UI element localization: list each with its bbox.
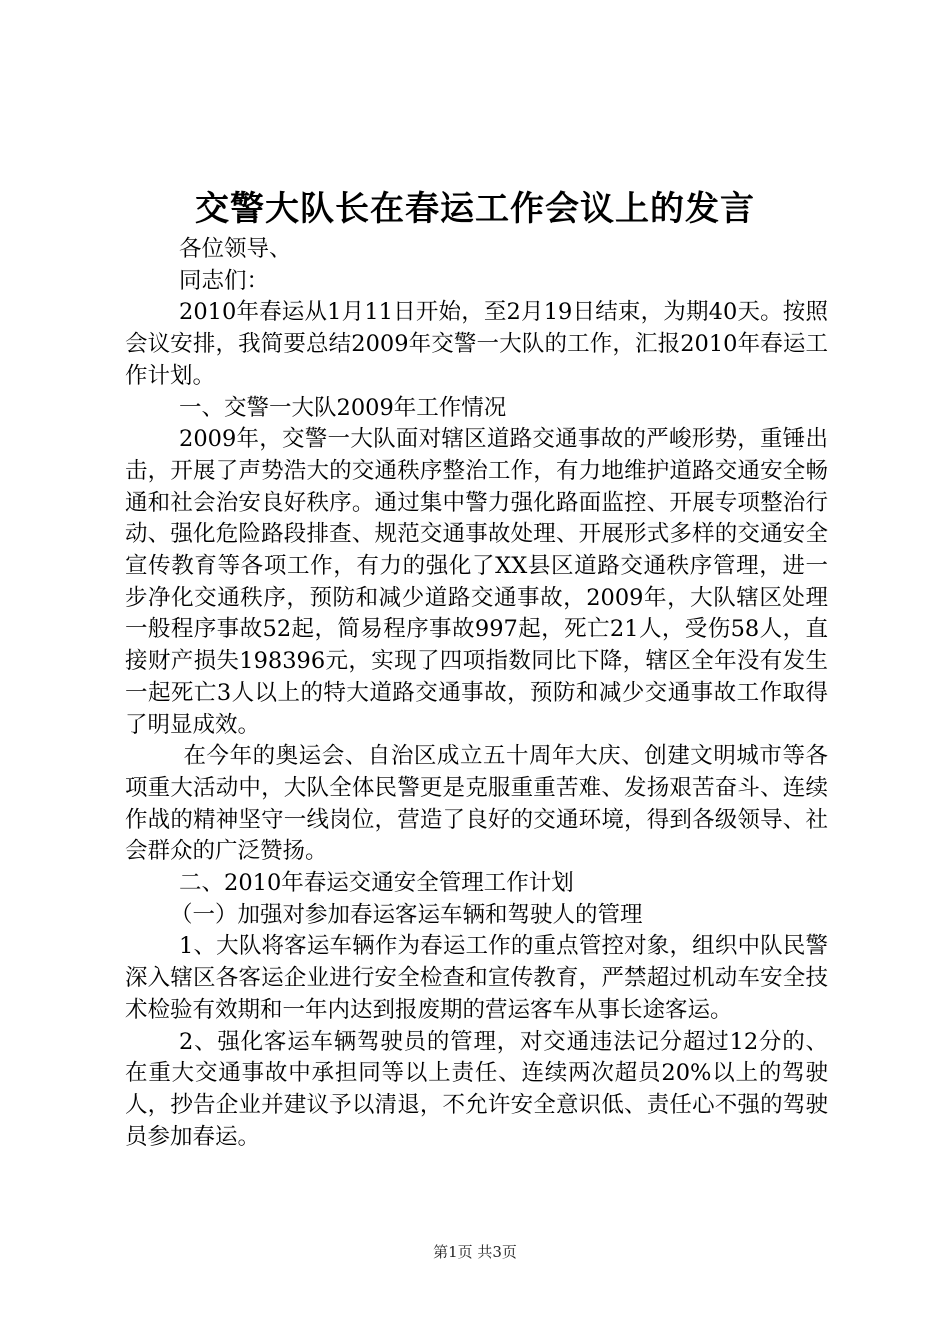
salutation-comrades: 同志们： [179,267,270,294]
major-events-paragraph: 在今年的奥运会、自治区成立五十周年大庆、创建文明城市等各项重大活动中，大队全体民警更是克服重重苦难、发扬艰苦奋斗、连续作战的精神坚守一线岗位，营造了良好的交通环境，得到各级领导、社会群众的广泛赞扬。 [125,743,828,865]
salutation-leaders: 各位领导、 [179,236,292,262]
work-summary-paragraph: 2009年，交警一大队面对辖区道路交通事故的严峻形势，重锤出击，开展了声势浩大的交通秩序整治工作，有力地维护道路交通安全畅通和社会治安良好秩序。通过集中警力强化路面监控、开展专项整治行动、强化危险路段排查、规范交通事故处理、开展形式多样的交通安全宣传教育等各项工作，有力的强化了XX县区道路交通秩序管理，进一步净化交通秩序，预防和减少道路交通事故，2009年，大队辖区处理一般程序事故52起，简易程序事故997起，死亡21人，受伤58人，直接财产损失198396元，实现了四项指数同比下降，辖区全年没有发生一起死亡3人以上的特大道路交通事故，预防和减少交通事故工作取得了明显成效。 [125,426,828,738]
subsection-heading-1: （一）加强对参加春运客运车辆和驾驶人的管理 [170,901,643,928]
item-2-paragraph: 2、强化客运车辆驾驶员的管理，对交通违法记分超过12分的、在重大交通事故中承担同等以上责任、连续两次超员20%以上的驾驶人，抄告企业并建议予以清退，不允许安全意识低、责任心不强的驾驶员参加春运。 [125,1028,828,1150]
section-heading-2: 二、2010年春运交通安全管理工作计划 [179,870,574,897]
section-heading-1: 一、交警一大队2009年工作情况 [179,394,507,421]
intro-paragraph: 2010年春运从1月11日开始，至2月19日结束，为期40天。按照会议安排，我简要总结2009年交警一大队的工作，汇报2010年春运工作计划。 [125,299,828,389]
item-1-paragraph: 1、大队将客运车辆作为春运工作的重点管控对象，组织中队民警深入辖区各客运企业进行安全检查和宣传教育，严禁超过机动车安全技术检验有效期和一年内达到报废期的营运客车从事长途客运。 [125,933,828,1023]
page-title: 交警大队长在春运工作会议上的发言 [195,189,755,229]
document-body [125,234,828,1153]
page-number-footer: 第1页 共3页 [433,1243,517,1261]
